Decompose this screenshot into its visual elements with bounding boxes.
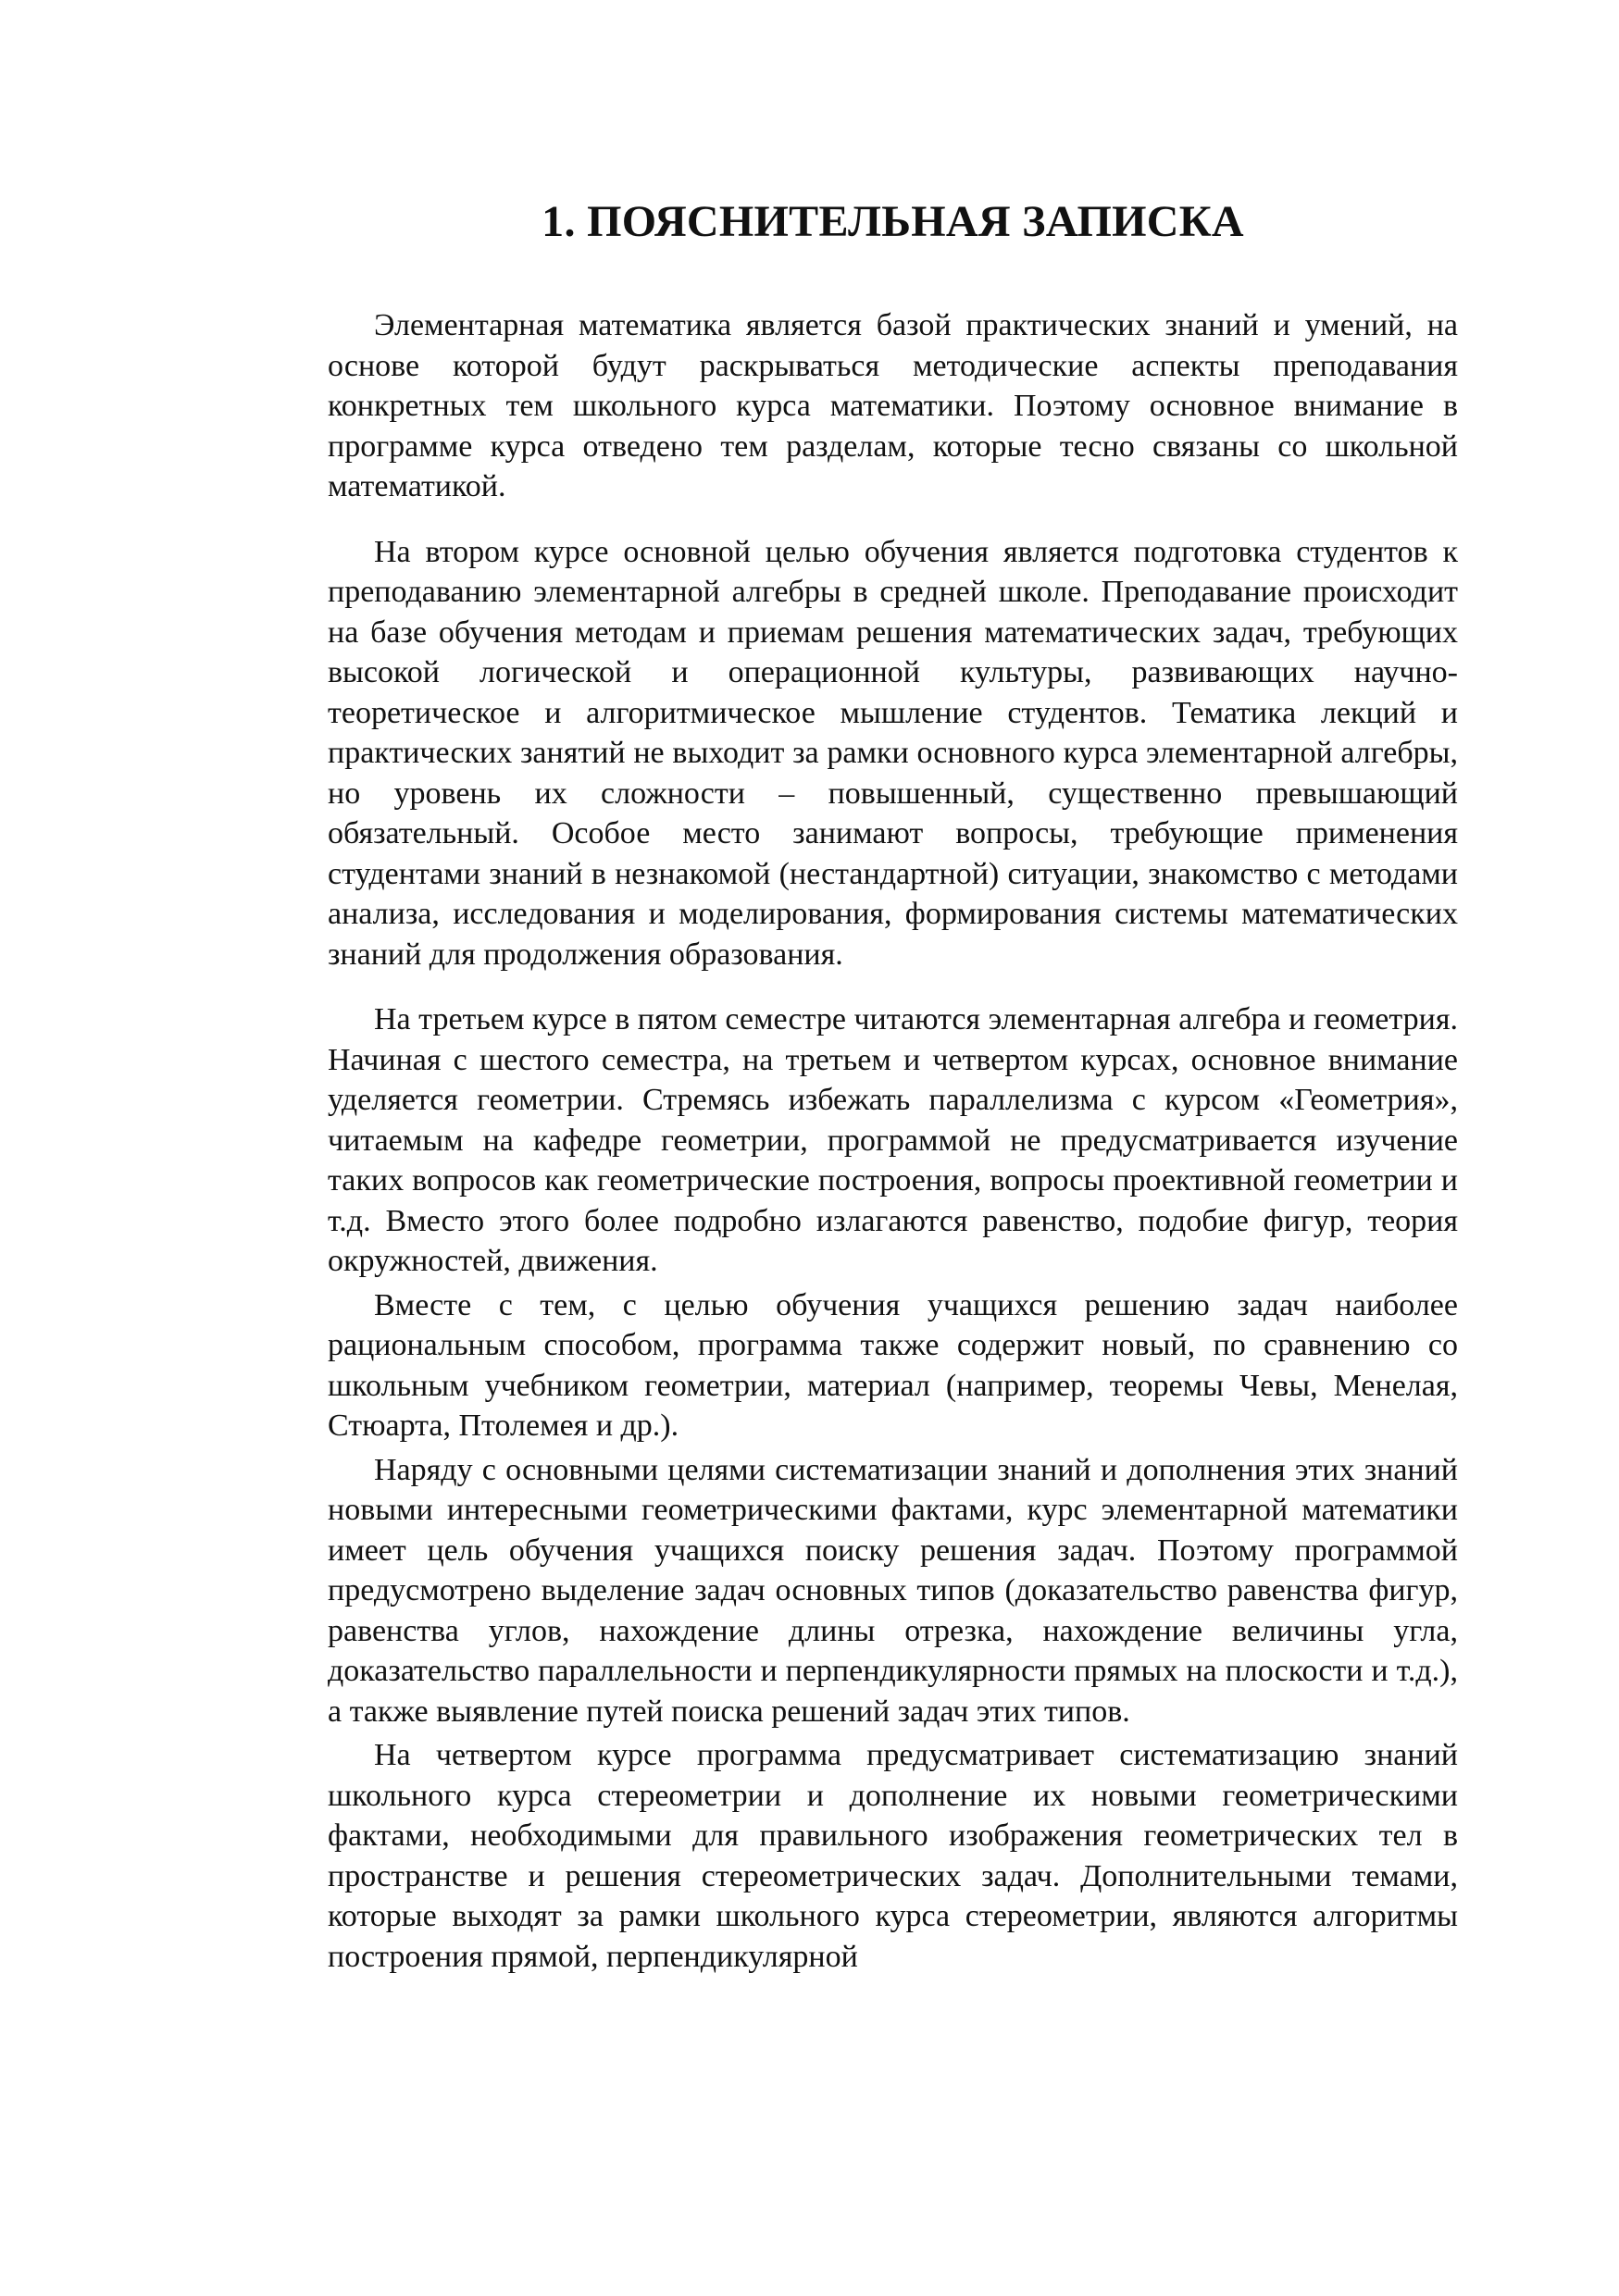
paragraph-4: Вместе с тем, с целью обучения учащихся решению задач наиболее рациональным способом, программа также содержит новый, по сравнению со школьным учебником геометрии, материал (например, теоремы Чевы, Менелая, Стюарта, Птолемея и др.). xyxy=(328,1287,1458,1443)
paragraph-6: На четвертом курсе программа предусматривает систематизацию знаний школьного курса стереометрии и дополнение их новыми геометрическими фактами, необходимыми для правильного изображения геометрических тел в пространстве и решения стереометрических задач. Дополнительными темами, которые выходят за рамки школьного курса стереометрии, являются алгоритмы построения прямой, перпендикулярной xyxy=(328,1738,1458,1974)
paragraph-2: На втором курсе основной целью обучения является подготовка студентов к преподаванию элементарной алгебры в средней школе. Преподавание происходит на базе обучения методам и приемам решения математических задач, требующих высокой логической и операционной культуры, развивающих научно-теоретическое и алгоритмическое мышление студентов. Тематика лекций и практических занятий не выходит за рамки основного курса элементарной алгебры, но уровень их сложности – повышенный, существенно превышающий обязательный. Особое место занимают вопросы, требующие применения студентами знаний в незнакомой (нестандартной) ситуации, знакомство с методами анализа, исследования и моделирования, формирования системы математических знаний для продолжения образования. xyxy=(328,534,1458,972)
paragraph-3: На третьем курсе в пятом семестре читаются элементарная алгебра и геометрия. Начиная с шестого семестра, на третьем и четвертом курсах, основное внимание уделяется геометрии. Стремясь избежать параллелизма с курсом «Геометрия», читаемым на кафедре геометрии, программой не предусматривается изучение таких вопросов как геометрические построения, вопросы проективной геометрии и т.д. Вместо этого более подробно излагаются равенство, подобие фигур, теория окружностей, движения. xyxy=(328,1002,1458,1278)
paragraph-1: Элементарная математика является базой практических знаний и умений, на основе которой будут раскрываться методические аспекты преподавания конкретных тем школьного курса математики. Поэтому основное внимание в программе курса отведено тем разделам, которые тесно связаны со школьной математикой. xyxy=(328,308,1458,503)
paragraph-5: Наряду с основными целями систематизации знаний и дополнения этих знаний новыми интересными геометрическими фактами, курс элементарной математики имеет цель обучения учащихся поиску решения задач. Поэтому программой предусмотрено выделение задач основных типов (доказательство равенства фигур, равенства углов, нахождение длины отрезка, нахождение величины угла, доказательство параллельности и перпендикулярности прямых на плоскости и т.д.), а также выявление путей поиска решений задач этих типов. xyxy=(328,1452,1458,1729)
section-heading: 1. ПОЯСНИТЕЛЬНАЯ ЗАПИСКА xyxy=(542,197,1244,246)
body-text xyxy=(328,305,1458,1977)
